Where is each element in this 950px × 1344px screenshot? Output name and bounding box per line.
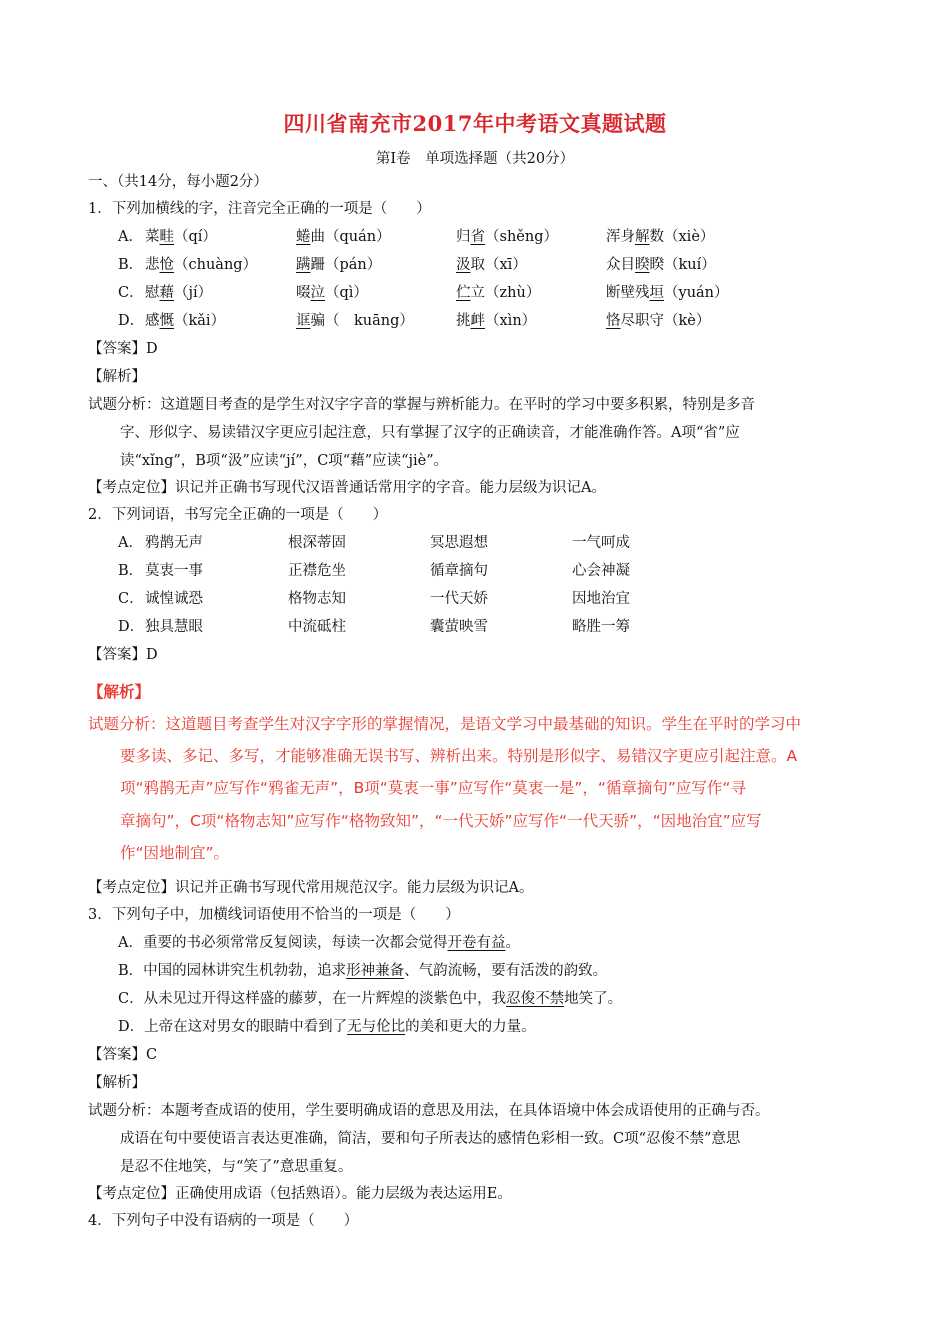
q2-stem: 2．下列词语，书写完全正确的一项是（ ）: [88, 507, 388, 523]
q2-analysis-line: 项“鸦鹊无声”应写作“鸦雀无声”，B项“莫衷一事”应写作“莫衷一是”，“循章摘句”应写作“寻: [120, 779, 746, 797]
option-item: 一气呵成: [572, 535, 630, 551]
q2-analysis-line: 作“因地制宜”。: [120, 844, 230, 862]
option-item: [145, 283, 212, 303]
option-item: [606, 255, 716, 275]
underlined-char: 省: [470, 229, 485, 245]
option-text: 的美和更大的力量。: [405, 1019, 536, 1035]
section-subtitle: 第Ⅰ卷 单项选择题（共20分）: [375, 151, 575, 167]
underlined-char: 慨: [159, 313, 174, 329]
option-text: 地笑了。: [564, 991, 623, 1007]
option-text: 浑身: [606, 229, 635, 245]
option-text: 、气韵流畅，要有活泼的韵致。: [404, 963, 608, 979]
q2-jiexi: 【解析】: [88, 683, 151, 701]
q3-analysis-line: 试题分析：本题考查成语的使用，学生要明确成语的意思及用法，在具体语境中体会成语使用的正确与否。: [88, 1103, 770, 1119]
option-text: 立（zhù）: [470, 285, 541, 301]
option-item: 根深蒂固: [288, 535, 346, 551]
option-sentence: [118, 961, 607, 981]
underlined-char: 蜷: [296, 229, 311, 245]
underlined-char: 畦: [159, 229, 174, 245]
option-item: 略胜一筹: [572, 619, 630, 635]
q3-analysis-line: 成语在句中要使语言表达更准确，简洁，要和句子所表达的感情色彩相一致。C项“忍俊不禁”意思: [120, 1131, 741, 1147]
underlined-char: 诓: [296, 313, 311, 329]
option-text: 慰: [145, 285, 160, 301]
option-item: [145, 255, 257, 275]
option-text: （chuàng）: [174, 257, 258, 273]
q1-analysis-line: 读“xǐng”，B项“汲”应读“jí”，C项“藉”应读“jiè”。: [120, 453, 449, 469]
option-text: 尽职守（kè）: [620, 313, 711, 329]
q3-answer: 【答案】C: [88, 1047, 158, 1063]
option-text: （jí）: [174, 285, 213, 301]
option-item: [145, 227, 217, 247]
underlined-char: 怆: [159, 257, 174, 273]
underlined-char: 泣: [310, 285, 325, 301]
option-item: [296, 227, 391, 247]
option-item: 囊萤映雪: [430, 619, 488, 635]
option-text: （qì）: [325, 285, 368, 301]
q4-stem: 4．下列句子中没有语病的一项是（ ）: [88, 1213, 359, 1229]
option-text: 断壁残: [606, 285, 650, 301]
q1-analysis-line: 试题分析：这道题目考查的是学生对汉字字音的掌握与辨析能力。在平时的学习中要多积累，特别是多音: [88, 397, 755, 413]
option-sentence: [118, 933, 520, 953]
option-item: 格物志知: [288, 591, 346, 607]
option-item: [145, 311, 225, 331]
option-item: [296, 255, 381, 275]
option-item: [456, 311, 536, 331]
option-label: D．: [118, 619, 145, 635]
underlined-char: 睽: [635, 257, 650, 273]
option-label: B．: [118, 563, 144, 579]
option-label: A．: [118, 229, 143, 245]
option-item: 独具慧眼: [145, 619, 203, 635]
underlined-idiom: 忍俊不禁: [506, 991, 565, 1007]
option-text: 跚（pán）: [310, 257, 382, 273]
underlined-idiom: 形神兼备: [346, 963, 405, 979]
underlined-idiom: 开卷有益: [447, 935, 506, 951]
option-item: 心会神凝: [572, 563, 630, 579]
option-text: 曲（quán）: [310, 229, 391, 245]
q1-analysis-line: 字、形似字、易读错汉字更应引起注意，只有掌握了汉字的正确读音，才能准确作答。A项“省”应: [120, 425, 740, 441]
underlined-idiom: 无与伦比: [347, 1019, 406, 1035]
option-item: 冥思遐想: [430, 535, 488, 551]
underlined-char: 汲: [456, 257, 471, 273]
option-text: （kǎi）: [174, 313, 226, 329]
underlined-char: 衅: [470, 313, 485, 329]
option-text: 数（xiè）: [649, 229, 715, 245]
q1-jiexi: 【解析】: [88, 369, 146, 385]
option-label: B．: [118, 257, 144, 273]
option-item: 因地治宜: [572, 591, 630, 607]
option-text: 啜: [296, 285, 311, 301]
option-sentence: [118, 989, 622, 1009]
option-item: [456, 255, 527, 275]
option-text: 菜: [145, 229, 160, 245]
underlined-char: 蹒: [296, 257, 311, 273]
option-item: [456, 227, 558, 247]
q3-analysis-line: 是忍不住地笑，与“笑了”意思重复。: [120, 1159, 353, 1175]
option-text: B．中国的园林讲究生机勃勃，追求: [118, 963, 347, 979]
section-heading: 一、（共14分，每小题2分）: [88, 174, 268, 190]
option-text: 挑: [456, 313, 471, 329]
option-text: 睽（kuí）: [649, 257, 716, 273]
page-title: 四川省南充市2017年中考语文真题试题: [283, 111, 667, 136]
option-text: 骗（ kuāng）: [310, 313, 414, 329]
underlined-char: 解: [635, 229, 650, 245]
option-item: 中流砥柱: [288, 619, 346, 635]
q2-analysis-line: 章摘句”，C项“格物志知”应写作“格物致知”，“一代天娇”应写作“一代天骄”，“因地治宜”应写: [120, 812, 762, 830]
option-item: [456, 283, 540, 303]
underlined-char: 藉: [159, 285, 174, 301]
option-text: （shěng）: [485, 229, 558, 245]
q3-jiexi: 【解析】: [88, 1075, 146, 1091]
option-sentence: [118, 1017, 536, 1037]
option-item: 莫衷一事: [145, 563, 203, 579]
option-text: （qí）: [174, 229, 217, 245]
option-text: C．从未见过开得这样盛的藤萝，在一片辉煌的淡紫色中，我: [118, 991, 507, 1007]
q1-kaodian: 【考点定位】识记并正确书写现代汉语普通话常用字的字音。能力层级为识记A。: [88, 480, 606, 496]
option-label: A．: [118, 535, 143, 551]
option-item: 正襟危坐: [288, 563, 346, 579]
underlined-char: 伫: [456, 285, 471, 301]
q2-analysis-line: 试题分析：这道题目考查学生对汉字字形的掌握情况，是语文学习中最基础的知识。学生在平时的学习中: [88, 715, 802, 733]
option-item: [296, 283, 368, 303]
option-label: C．: [118, 591, 144, 607]
q2-analysis-line: 要多读、多记、多写，才能够准确无误书写、辨析出来。特别是形似字、易错汉字更应引起注意。A: [120, 747, 798, 765]
option-text: 。: [505, 935, 520, 951]
option-text: D．上帝在这对男女的眼睛中看到了: [118, 1019, 348, 1035]
option-text: 感: [145, 313, 160, 329]
option-label: D．: [118, 313, 145, 329]
option-item: [296, 311, 414, 331]
option-text: 归: [456, 229, 471, 245]
underlined-char: 垣: [649, 285, 664, 301]
option-text: 众目: [606, 257, 635, 273]
q3-stem: 3．下列句子中，加横线词语使用不恰当的一项是（ ）: [88, 907, 460, 923]
option-text: （yuán）: [664, 285, 729, 301]
q1-answer: 【答案】D: [88, 341, 158, 357]
option-item: [606, 311, 710, 331]
option-item: [606, 283, 729, 303]
option-text: 取（xī）: [470, 257, 527, 273]
option-item: 一代天娇: [430, 591, 488, 607]
option-item: 诚惶诚恐: [145, 591, 203, 607]
option-text: （xìn）: [485, 313, 537, 329]
option-text: 悲: [145, 257, 160, 273]
option-item: [606, 227, 714, 247]
q3-kaodian: 【考点定位】正确使用成语（包括熟语）。能力层级为表达运用E。: [88, 1186, 512, 1202]
q2-kaodian: 【考点定位】识记并正确书写现代常用规范汉字。能力层级为识记A。: [88, 880, 534, 896]
option-label: C．: [118, 285, 144, 301]
underlined-char: 恪: [606, 313, 621, 329]
option-item: 鸦鹊无声: [145, 535, 203, 551]
q1-stem: 1．下列加横线的字，注音完全正确的一项是（ ）: [88, 201, 431, 217]
option-item: 循章摘句: [430, 563, 488, 579]
option-text: A．重要的书必须常常反复阅读，每读一次都会觉得: [118, 935, 448, 951]
q2-answer: 【答案】D: [88, 647, 158, 663]
